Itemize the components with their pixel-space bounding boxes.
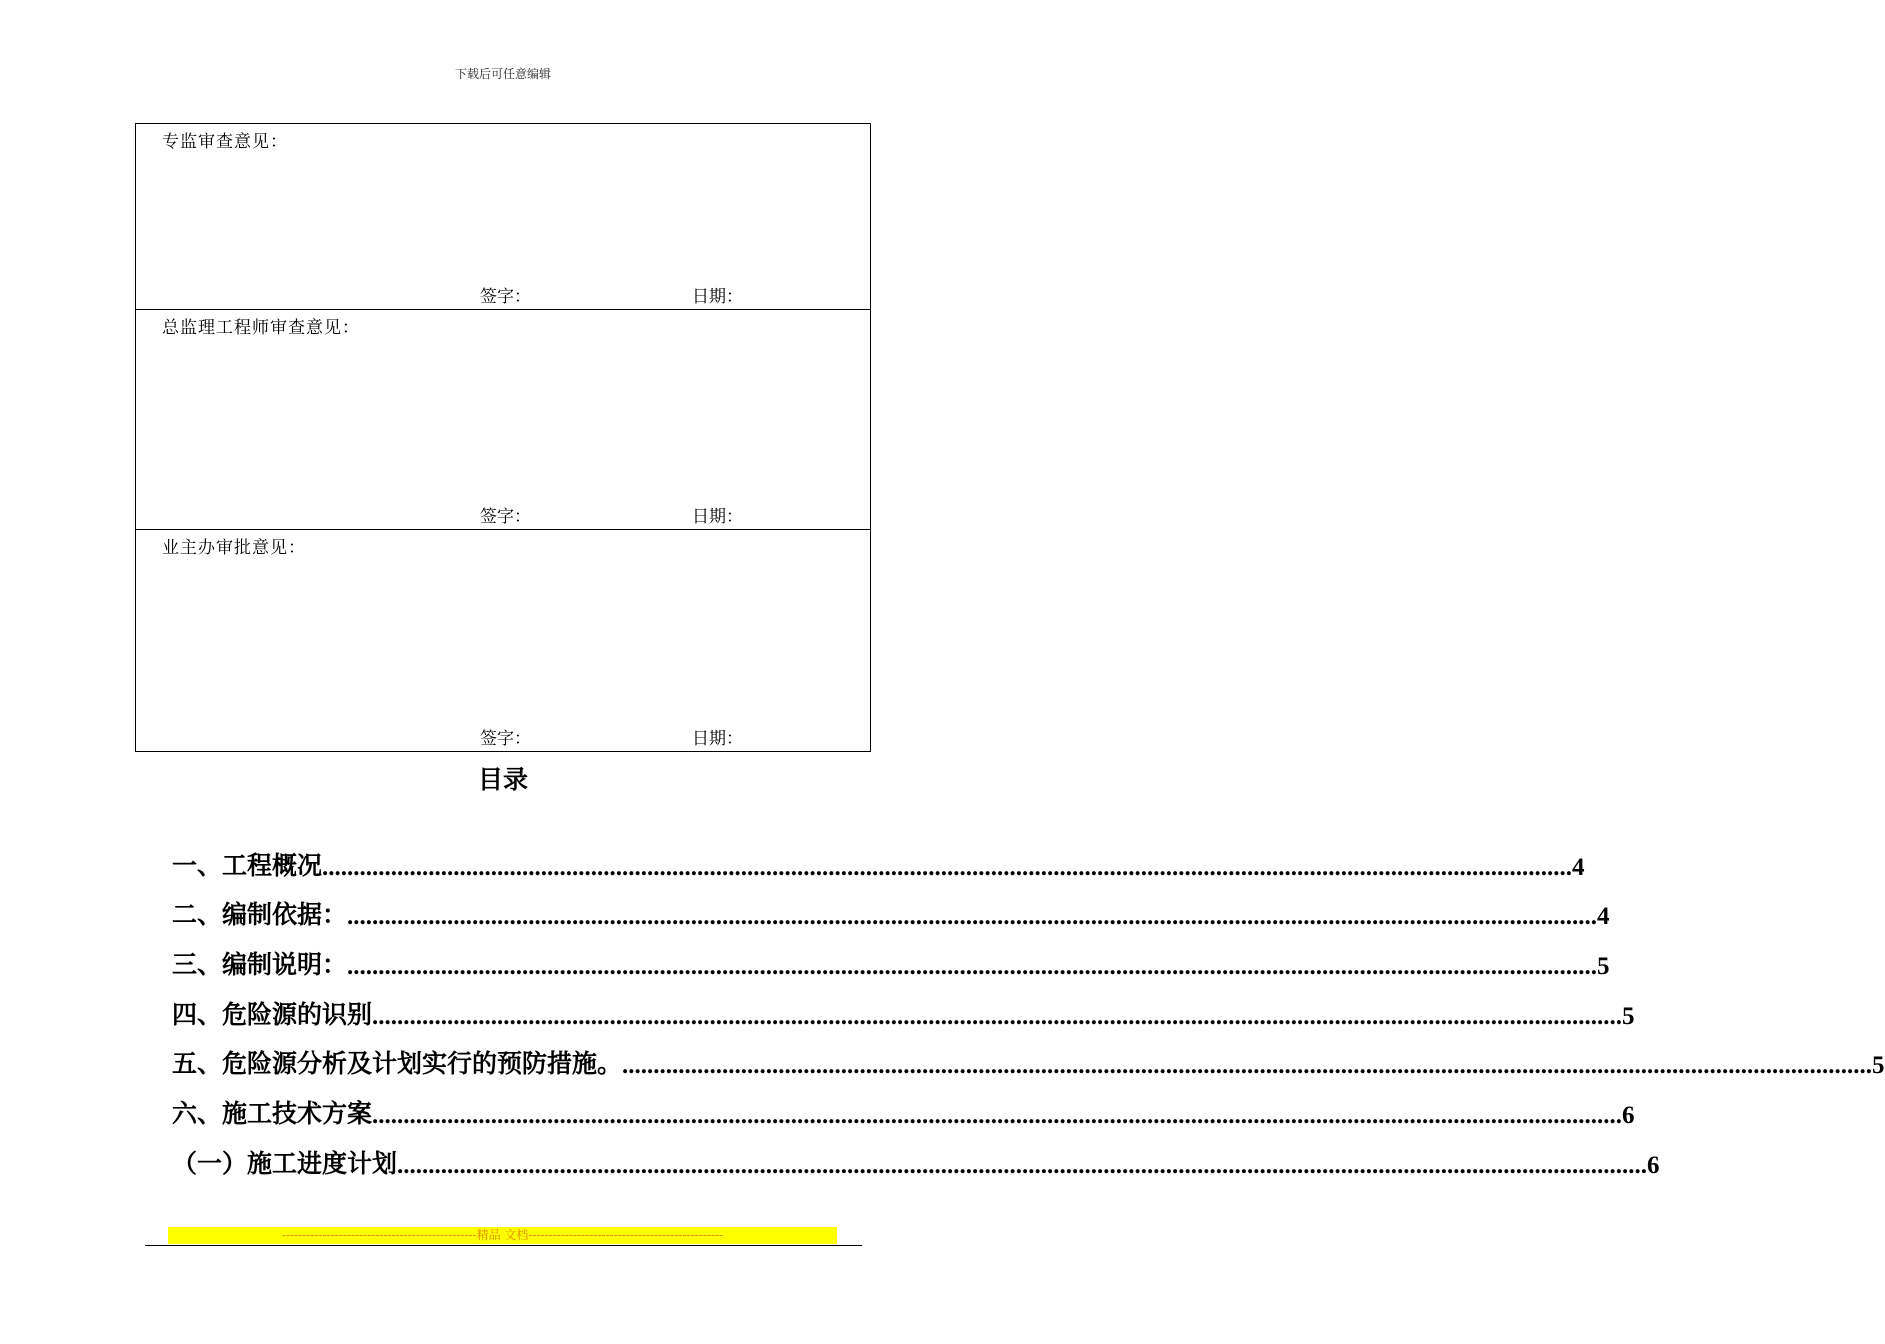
toc-entry[interactable] [172,832,1585,882]
toc-entry-label: 五、危险源分析及计划实行的预防措施。 [172,1049,623,1079]
toc-dot-leader: ........................................................................................................................................................................................................ [397,1151,1648,1179]
specialist-review-title: 专监审查意见： [162,132,288,152]
toc-dot-leader: ........................................................................................................................................................................................................ [347,903,1598,931]
toc-entry[interactable] [172,931,1610,981]
date-label: 日期： [692,729,743,749]
toc-entry-label: （一）施工进度计划 [172,1148,398,1178]
header-note: 下载后可任意编辑 [454,67,551,81]
toc-entry-label: 四、危险源的识别 [172,999,373,1029]
toc-entry-label: 二、编制依据： [172,900,348,930]
review-row-chief-engineer [136,310,871,530]
date-label: 日期： [692,287,743,307]
footer-dash-left: ------------------------------------------------ [281,1228,477,1242]
footer-watermark-band [168,1227,837,1244]
toc-entry-page: 5 [1597,953,1610,981]
footer-text: 精品 文档 [476,1228,529,1242]
date-label: 日期： [692,507,743,527]
toc-entry-label: 三、编制说明： [172,950,348,980]
toc-entry[interactable] [172,882,1610,932]
toc-entry-page: 6 [1647,1151,1660,1179]
toc-dot-leader: ........................................................................................................................................................................................................ [347,953,1598,981]
review-row-owner [136,530,871,752]
toc-entry-page: 5 [1872,1052,1885,1080]
chief-engineer-review-title: 总监理工程师审查意见： [162,318,360,338]
toc-entry[interactable] [172,981,1635,1031]
table-of-contents [172,832,1885,1180]
footer-rule [145,1245,862,1246]
toc-dot-leader: ........................................................................................................................................................................................................ [372,1002,1623,1030]
toc-entry-page: 4 [1597,903,1610,931]
toc-entry[interactable] [172,1130,1660,1180]
toc-entry[interactable] [172,1080,1635,1130]
toc-entry-label: 一、工程概况 [172,850,323,880]
toc-dot-leader: ........................................................................................................................................................................................................ [322,853,1573,881]
signature-label: 签字： [480,729,531,749]
review-table [135,123,871,752]
footer-dash-right: ------------------------------------------------ [528,1228,724,1242]
toc-entry-page: 6 [1622,1102,1635,1130]
toc-dot-leader: ........................................................................................................................................................................................................ [622,1052,1873,1080]
signature-label: 签字： [480,287,531,307]
owner-approval-title: 业主办审批意见： [162,538,306,558]
signature-label: 签字： [480,507,531,527]
toc-entry-page: 5 [1622,1002,1635,1030]
toc-dot-leader: ........................................................................................................................................................................................................ [372,1102,1623,1130]
review-row-specialist [136,124,871,310]
toc-entry[interactable] [172,1031,1885,1081]
toc-entry-page: 4 [1572,853,1585,881]
toc-title: 目录 [477,765,528,794]
toc-entry-label: 六、施工技术方案 [172,1099,373,1129]
